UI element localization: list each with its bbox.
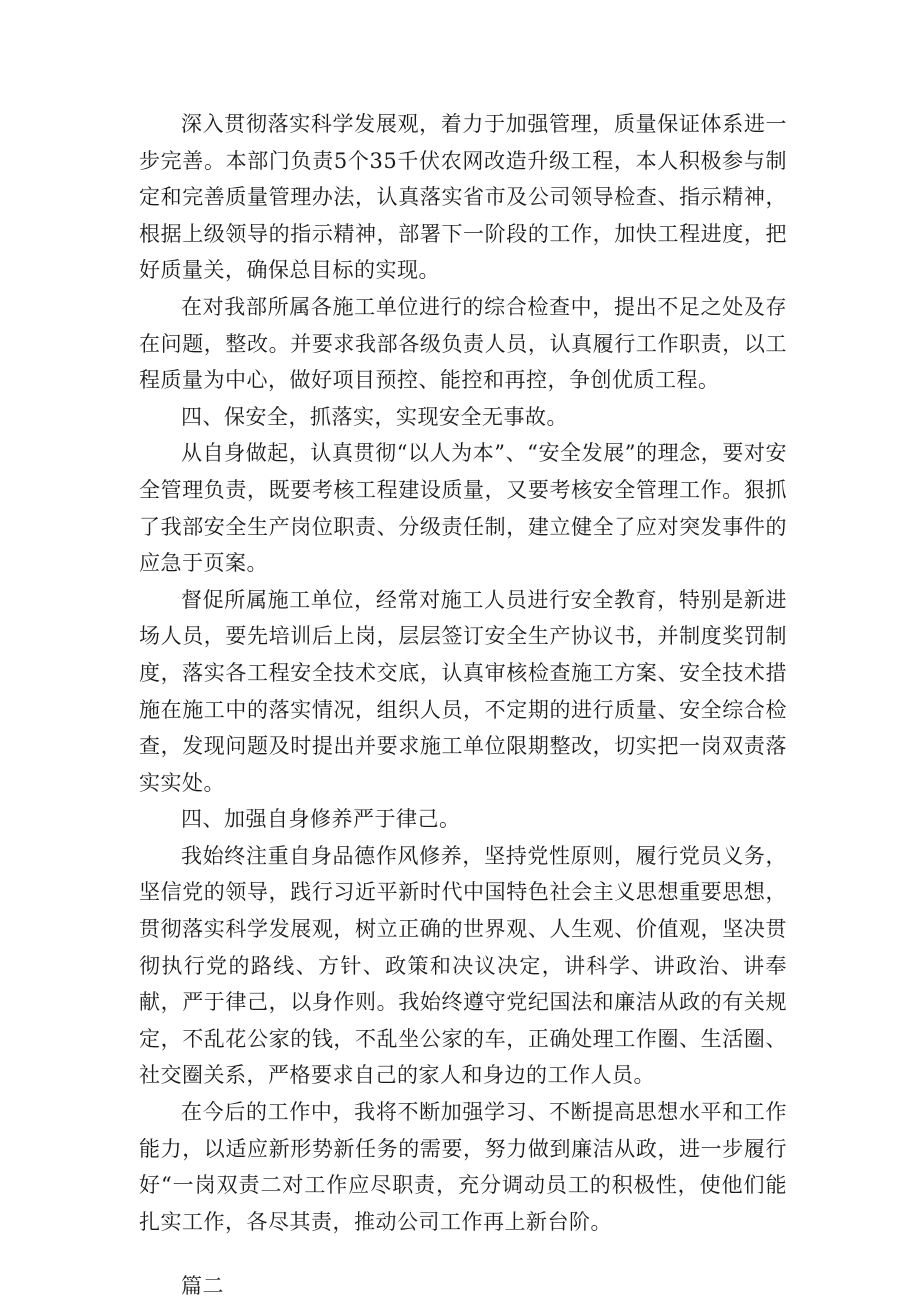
section-heading-safety: 四、保安全，抓落实，实现安全无事故。 — [181, 404, 568, 429]
paragraph-safety-management: 从自身做起，认真贯彻“以人为本”、“安全发展”的理念，要对安全管理负责，既要考核工程建设质量，又要考核安全管理工作。狠抓了我部安全生产岗位职责、分级责任制，建立健全了应对突发事件的应急于页案。 — [139, 441, 787, 576]
paragraph-inspection: 在对我部所属各施工单位进行的综合检查中，提出不足之处及存在问题，整改。并要求我部各级负责人员，认真履行工作职责，以工程质量为中心，做好项目预控、能控和再控，争创优质工程。 — [139, 294, 787, 393]
document-page — [139, 106, 787, 1305]
paragraph-quality-management: 深入贯彻落实科学发展观，着力于加强管理，质量保证体系进一步完善。本部门负责5个35千伏农网改造升级工程，本人积极参与制定和完善质量管理办法，认真落实省市及公司领导检查、指示精神，根据上级领导的指示精神，部署下一阶段的工作，加快工程进度，把好质量关，确保总目标的实现。 — [139, 112, 787, 283]
paragraph-future-work: 在今后的工作中，我将不断加强学习、不断提高思想水平和工作能力，以适应新形势新任务的需要，努力做到廉洁从政，进一步履行好“一岗双责二对工作应尽职责，充分调动员工的积极性，使他们能扎实工作，各尽其责，推动公司工作再上新台阶。 — [139, 1100, 787, 1234]
section-heading-self-discipline: 四、加强自身修养严于律己。 — [181, 807, 461, 832]
paragraph-supervision: 督促所属施工单位，经常对施工人员进行安全教育，特别是新进场人员，要先培训后上岗，层层签订安全生产协议书，并制度奖罚制度，落实各工程安全技术交底，认真审核检查施工方案、安全技术措施在施工中的落实情况，组织人员，不定期的进行质量、安全综合检查，发现问题及时提出并要求施工单位限期整改，切实把一岗双责落实实处。 — [139, 587, 787, 795]
section-label: 篇二 — [181, 1274, 224, 1299]
paragraph-conduct: 我始终注重自身品德作风修养，坚持党性原则，履行党员义务，坚信党的领导，践行习近平新时代中国特色社会主义思想重要思想，贯彻落实科学发展观，树立正确的世界观、人生观、价值观，坚决贯彻执行党的路线、方针、政策和决议决定，讲科学、讲政治、讲奉献，严于律己，以身作则。我始终遵守党纪国法和廉洁从政的有关规定，不乱花公家的钱，不乱坐公家的车，正确处理工作圈、生活圈、社交圈关系，严格要求自己的家人和身边的工作人员。 — [139, 843, 787, 1088]
